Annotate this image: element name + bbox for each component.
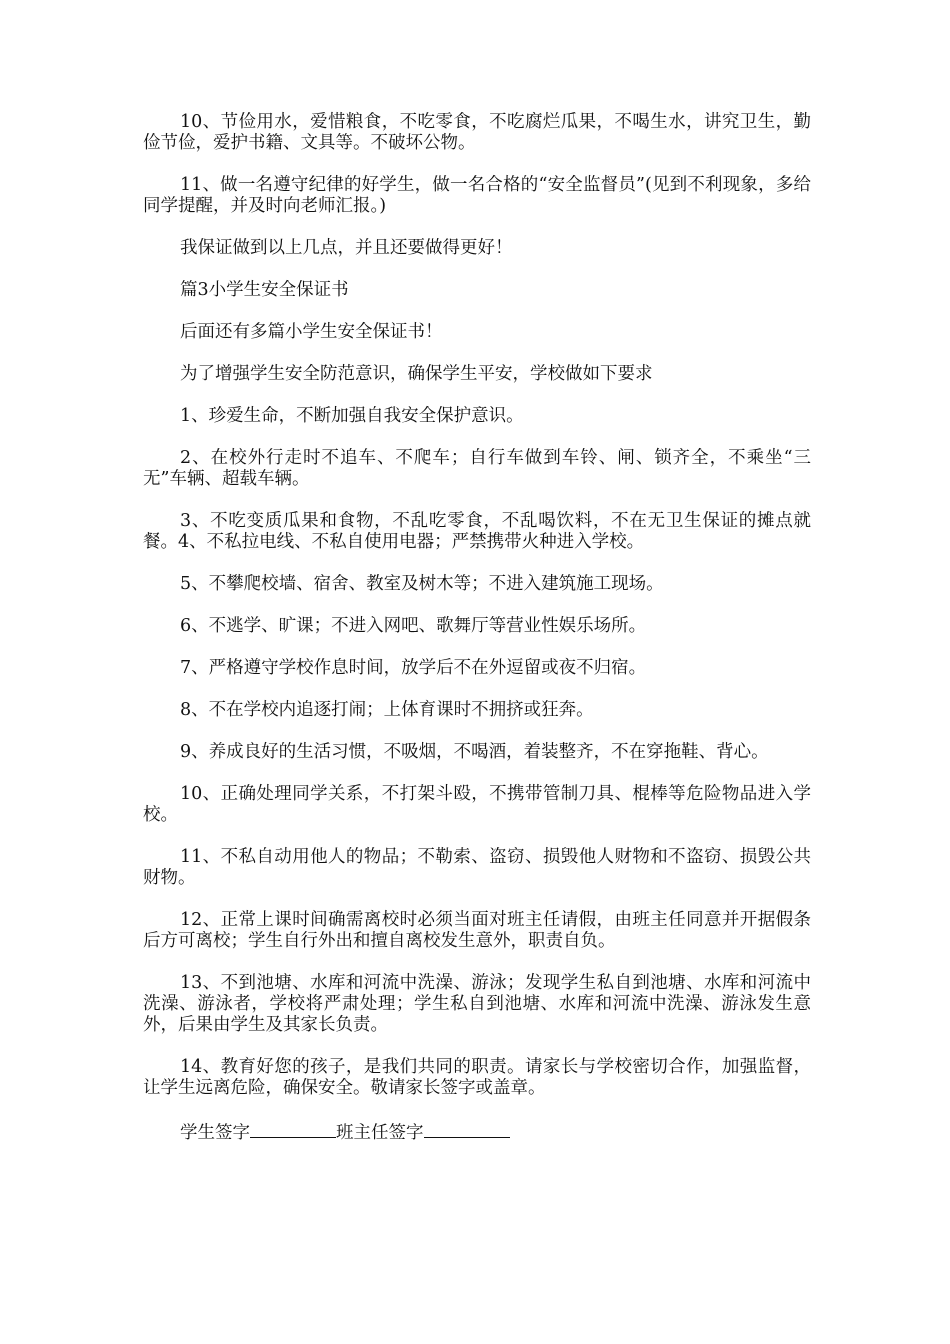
rule-item-5: 5、不攀爬校墙、宿舍、教室及树木等；不进入建筑施工现场。 bbox=[180, 574, 664, 594]
paragraph-pledge: 我保证做到以上几点，并且还要做得更好！ bbox=[180, 238, 513, 258]
rule-item-2: 2、在校外行走时不追车、不爬车；自行车做到车铃、闸、锁齐全，不乘坐“三无”车辆、超载车辆。 bbox=[143, 448, 811, 489]
rule-item-9: 9、养成良好的生活习惯，不吸烟，不喝酒，着装整齐，不在穿拖鞋、背心。 bbox=[180, 742, 769, 762]
rule-item-14: 14、教育好您的孩子，是我们共同的职责。请家长与学校密切合作，加强监督，让学生远离危险，确保安全。敬请家长签字或盖章。 bbox=[143, 1057, 811, 1098]
signature-line bbox=[143, 1120, 811, 1144]
rule-item-3-4: 3、不吃变质瓜果和食物，不乱吃零食，不乱喝饮料，不在无卫生保证的摊点就餐。4、不私拉电线、不私自使用电器；严禁携带火种进入学校。 bbox=[143, 511, 811, 552]
student-signature-blank[interactable] bbox=[250, 1120, 336, 1138]
paragraph-more-notice: 后面还有多篇小学生安全保证书！ bbox=[180, 322, 443, 342]
document-body bbox=[143, 112, 811, 1144]
rule-item-6: 6、不逃学、旷课；不进入网吧、歌舞厅等营业性娱乐场所。 bbox=[180, 616, 647, 636]
rule-item-10: 10、正确处理同学关系，不打架斗殴，不携带管制刀具、棍棒等危险物品进入学校。 bbox=[143, 784, 811, 825]
paragraph-saving: 10、节俭用水，爱惜粮食，不吃零食，不吃腐烂瓜果，不喝生水，讲究卫生，勤俭节俭，爱护书籍、文具等。不破坏公物。 bbox=[143, 112, 811, 153]
paragraph-intro: 为了增强学生安全防范意识，确保学生平安，学校做如下要求 bbox=[180, 364, 653, 384]
rule-item-1: 1、珍爱生命，不断加强自我安全保护意识。 bbox=[180, 406, 524, 426]
rule-item-7: 7、严格遵守学校作息时间，放学后不在外逗留或夜不归宿。 bbox=[180, 658, 647, 678]
rule-item-11: 11、不私自动用他人的物品；不勒索、盗窃、损毁他人财物和不盗窃、损毁公共财物。 bbox=[143, 847, 811, 888]
paragraph-discipline: 11、做一名遵守纪律的好学生，做一名合格的“安全监督员”(见到不利现象，多给同学提醒，并及时向老师汇报。) bbox=[143, 175, 811, 216]
section-heading: 篇3小学生安全保证书 bbox=[180, 280, 349, 300]
rule-item-12: 12、正常上课时间确需离校时必须当面对班主任请假，由班主任同意并开据假条后方可离校；学生自行外出和擅自离校发生意外，职责自负。 bbox=[143, 910, 811, 951]
teacher-signature-blank[interactable] bbox=[424, 1120, 510, 1138]
student-signature-label: 学生签字 bbox=[180, 1123, 250, 1143]
rule-item-8: 8、不在学校内追逐打闹；上体育课时不拥挤或狂奔。 bbox=[180, 700, 594, 720]
rule-item-13: 13、不到池塘、水库和河流中洗澡、游泳；发现学生私自到池塘、水库和河流中洗澡、游泳者，学校将严肃处理；学生私自到池塘、水库和河流中洗澡、游泳发生意外，后果由学生及其家长负责。 bbox=[143, 973, 811, 1035]
teacher-signature-label: 班主任签字 bbox=[336, 1123, 424, 1143]
